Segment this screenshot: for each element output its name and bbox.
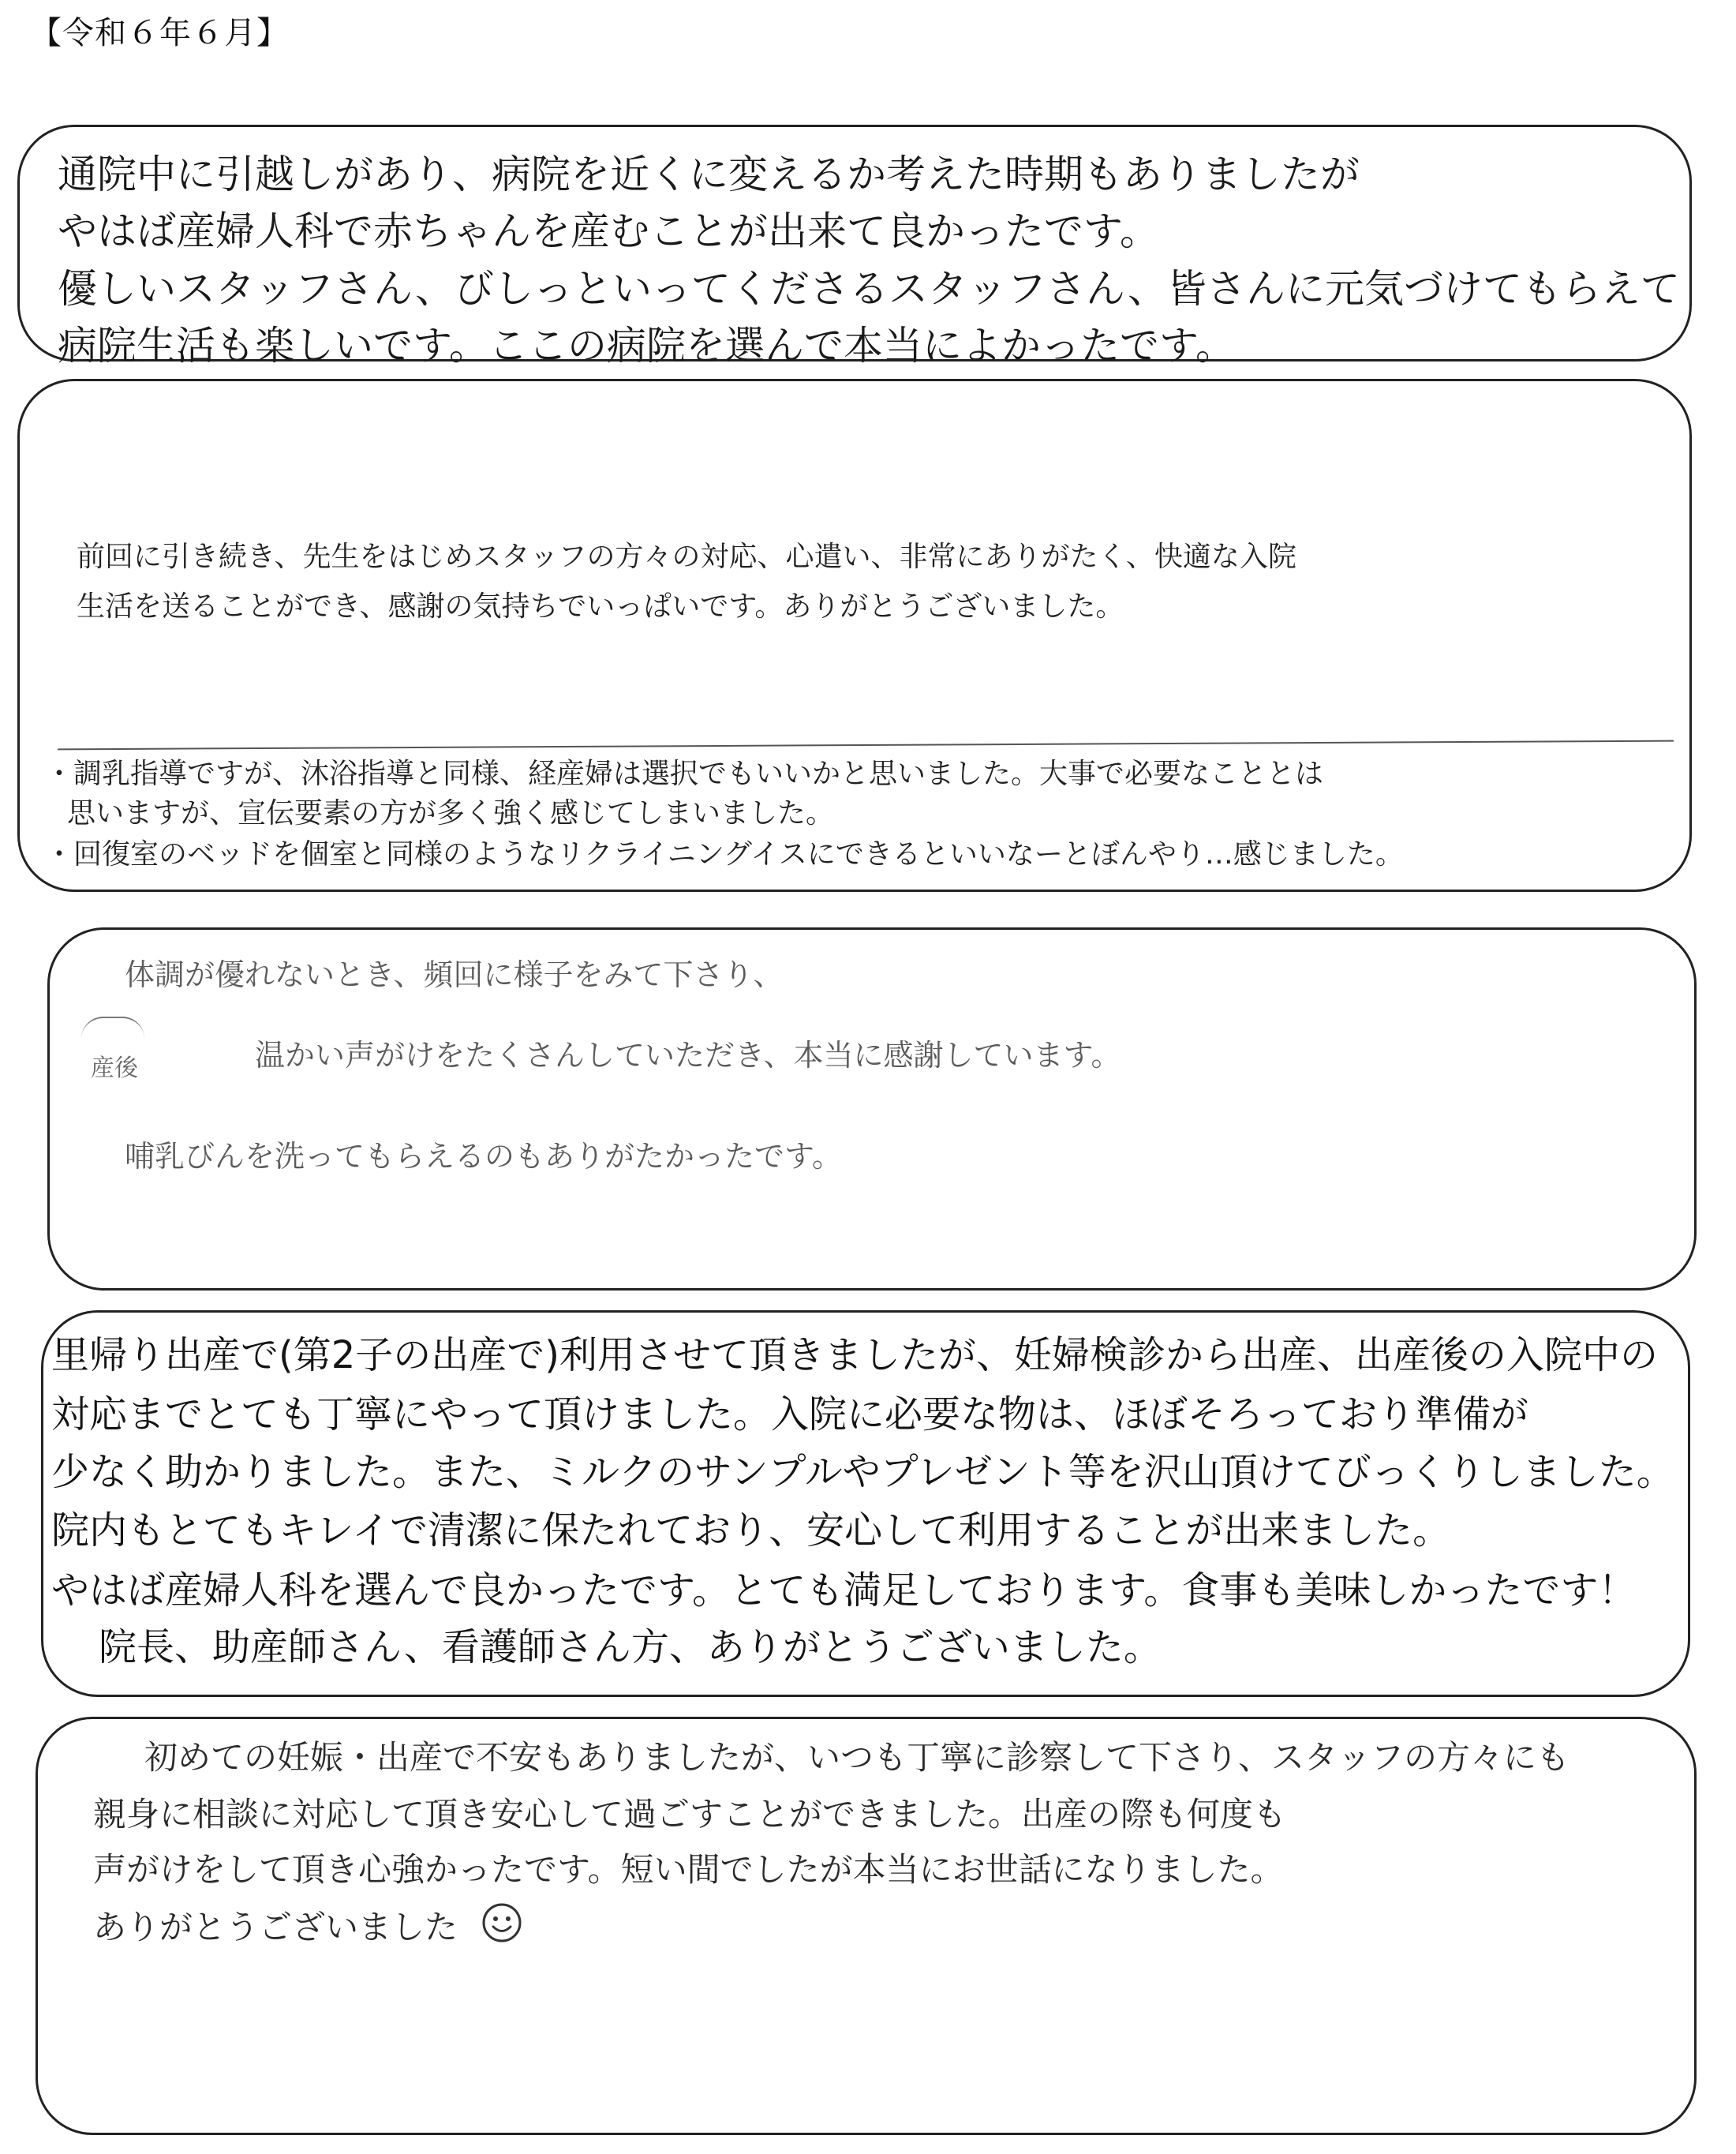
comment-card-3 bbox=[47, 927, 1697, 1291]
comment-card-1 bbox=[17, 125, 1692, 369]
smiley-icon bbox=[481, 1902, 522, 1943]
comment-line: 前回に引き続き、先生をはじめスタッフの方々の対応、心遣い、非常にありがたく、快適な入院 bbox=[77, 541, 1296, 573]
comment-line: 病院生活も楽しいです。ここの病院を選んで本当によかったです。 bbox=[58, 323, 1235, 369]
divider-line bbox=[58, 740, 1674, 751]
comment-line: 体調が優れないとき、頻回に様子をみて下さり、 bbox=[125, 957, 784, 992]
comment-line: ・調乳指導ですが、沐浴指導と同様、経産婦は選択でもいいかと思いました。大事で必要なこととは bbox=[45, 758, 1324, 790]
comment-card-2 bbox=[17, 379, 1692, 892]
comment-line: ・回復室のベッドを個室と同様のようなリクライニングイスにできるといいなーとぼんやり…感じました。 bbox=[45, 838, 1404, 871]
comment-line: 生活を送ることができ、感謝の気持ちでいっぱいです。ありがとうございました。 bbox=[77, 590, 1124, 623]
comment-card-4 bbox=[41, 1310, 1690, 1697]
comment-line: 里帰り出産で(第2子の出産で)利用させて頂きましたが、妊婦検診から出産、出産後の入院中の bbox=[51, 1333, 1658, 1377]
comment-line: 哺乳びんを洗ってもらえるのもありがたかったです。 bbox=[125, 1139, 842, 1174]
comment-line: ありがとうございました bbox=[93, 1908, 458, 1946]
comment-line: 院長、助産師さん、看護師さん方、ありがとうございました。 bbox=[99, 1625, 1162, 1669]
comment-line: 温かい声がけをたくさんしていただき、本当に感謝しています。 bbox=[255, 1038, 1121, 1073]
comment-line: 思いますが、宣伝要素の方が多く強く感じてしまいました。 bbox=[67, 797, 835, 830]
date-header: 【令和６年６月】 bbox=[30, 15, 289, 51]
comment-line: 通院中に引越しがあり、病院を近くに変えるか考えた時期もありましたが bbox=[58, 152, 1360, 197]
comment-line: 優しいスタッフさん、びしっといってくださるスタッフさん、皆さんに元気づけてもらえて bbox=[58, 266, 1680, 312]
annotation-note: 産後 bbox=[91, 1055, 138, 1082]
comment-line: やはば産婦人科で赤ちゃんを産むことが出来て良かったです。 bbox=[58, 208, 1159, 254]
comment-card-5 bbox=[36, 1717, 1697, 2135]
comment-line: 院内もとてもキレイで清潔に保たれており、安心して利用することが出来ました。 bbox=[51, 1508, 1451, 1553]
comment-line: 親身に相談に対応して頂き安心して過ごすことができました。出産の際も何度も bbox=[93, 1795, 1287, 1834]
comment-line: 初めての妊娠・出産で不安もありましたが、いつも丁寧に診察して下さり、スタッフの方々にも bbox=[144, 1738, 1570, 1777]
comment-line: 対応までとても丁寧にやって頂けました。入院に必要な物は、ほぼそろっており準備が bbox=[51, 1392, 1529, 1437]
comment-line: 少なく助かりました。また、ミルクのサンプルやプレゼント等を沢山頂けてびっくりしました。 bbox=[51, 1450, 1674, 1494]
annotation-bracket bbox=[81, 1017, 144, 1039]
comment-line: 声がけをして頂き心強かったです。短い間でしたが本当にお世話になりました。 bbox=[93, 1850, 1284, 1889]
comment-line: やはば産婦人科を選んで良かったです。とても満足しております。食事も美味しかったです！ bbox=[51, 1568, 1637, 1613]
